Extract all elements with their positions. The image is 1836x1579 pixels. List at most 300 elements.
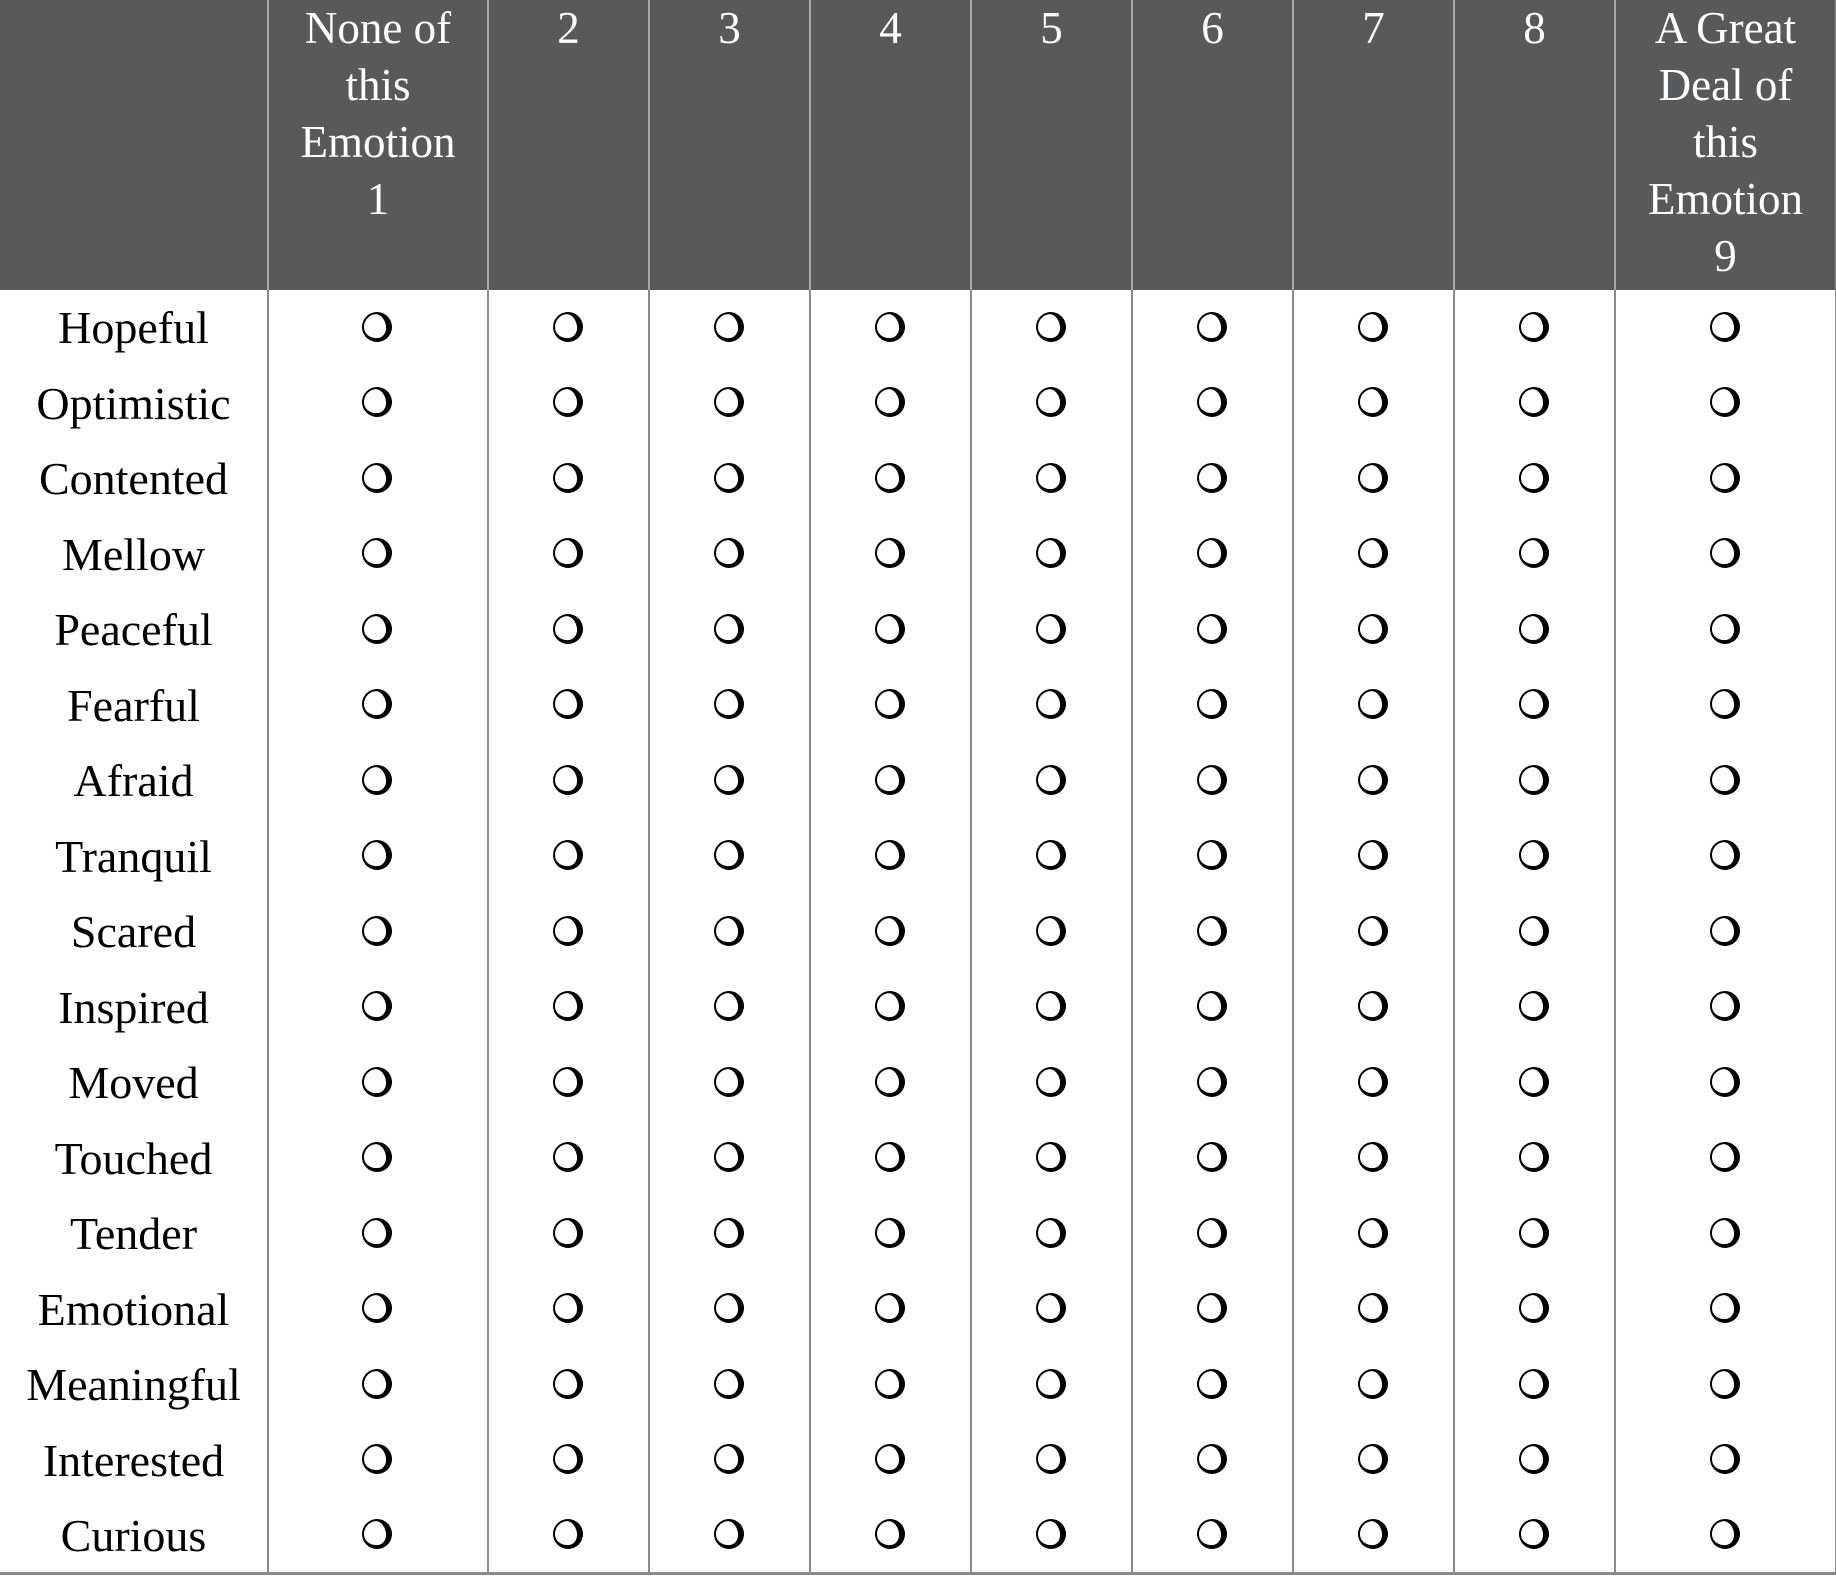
- radio-unselected-icon[interactable]: [1034, 386, 1070, 420]
- rating-cell: [1132, 1045, 1293, 1121]
- radio-unselected-icon[interactable]: [360, 1217, 396, 1251]
- column-header-line: 5: [1040, 3, 1063, 53]
- radio-unselected-icon[interactable]: [1708, 1066, 1744, 1100]
- radio-unselected-icon[interactable]: [1356, 311, 1392, 345]
- rating-cell: [1454, 1196, 1615, 1272]
- rating-cell: [488, 819, 649, 895]
- emotion-label: Fearful: [67, 679, 200, 731]
- rating-cell: [1454, 743, 1615, 819]
- radio-unselected-icon[interactable]: [873, 915, 909, 949]
- rating-cell: [488, 366, 649, 442]
- radio-unselected-icon[interactable]: [1356, 613, 1392, 647]
- radio-unselected-icon[interactable]: [1708, 537, 1744, 571]
- rating-cell: [1615, 1498, 1836, 1574]
- rating-cell: [1293, 1423, 1454, 1499]
- rating-cell: [649, 366, 810, 442]
- radio-unselected-icon[interactable]: [712, 462, 748, 496]
- emotion-label: Afraid: [73, 755, 194, 807]
- column-header-6: [1132, 0, 1293, 290]
- radio-unselected-icon[interactable]: [712, 613, 748, 647]
- radio-unselected-icon[interactable]: [1517, 1217, 1553, 1251]
- radio-unselected-icon[interactable]: [360, 990, 396, 1024]
- radio-unselected-icon[interactable]: [1356, 915, 1392, 949]
- rating-cell: [810, 819, 971, 895]
- rating-cell: [488, 970, 649, 1046]
- radio-unselected-icon[interactable]: [712, 839, 748, 873]
- radio-unselected-icon[interactable]: [1195, 1368, 1231, 1402]
- radio-unselected-icon[interactable]: [1356, 1141, 1392, 1175]
- radio-unselected-icon[interactable]: [1708, 311, 1744, 345]
- rating-cell: [1132, 1498, 1293, 1574]
- radio-unselected-icon[interactable]: [1195, 1443, 1231, 1477]
- rating-cell: [1454, 592, 1615, 668]
- radio-unselected-icon[interactable]: [360, 462, 396, 496]
- radio-unselected-icon[interactable]: [873, 1443, 909, 1477]
- table-row: [0, 1121, 1836, 1197]
- rating-cell: [1454, 1498, 1615, 1574]
- radio-unselected-icon[interactable]: [1195, 613, 1231, 647]
- radio-unselected-icon[interactable]: [1517, 688, 1553, 722]
- radio-unselected-icon[interactable]: [360, 1066, 396, 1100]
- radio-unselected-icon[interactable]: [712, 1518, 748, 1552]
- radio-unselected-icon[interactable]: [1356, 990, 1392, 1024]
- rating-cell: [1132, 970, 1293, 1046]
- radio-unselected-icon[interactable]: [712, 1368, 748, 1402]
- radio-unselected-icon[interactable]: [1517, 537, 1553, 571]
- rating-cell: [1615, 819, 1836, 895]
- rating-cell: [268, 1347, 488, 1423]
- rating-cell: [1615, 517, 1836, 593]
- rating-cell: [488, 517, 649, 593]
- rating-cell: [268, 970, 488, 1046]
- radio-unselected-icon[interactable]: [1195, 386, 1231, 420]
- radio-unselected-icon[interactable]: [1034, 462, 1070, 496]
- rating-cell: [810, 290, 971, 366]
- rating-cell: [268, 894, 488, 970]
- radio-unselected-icon[interactable]: [1517, 1292, 1553, 1326]
- rating-cell: [1132, 290, 1293, 366]
- rating-cell: [268, 1196, 488, 1272]
- radio-unselected-icon[interactable]: [360, 764, 396, 798]
- radio-unselected-icon[interactable]: [1356, 462, 1392, 496]
- emotion-label: Curious: [0, 1498, 268, 1574]
- radio-unselected-icon[interactable]: [551, 613, 587, 647]
- table-row: [0, 441, 1836, 517]
- radio-unselected-icon[interactable]: [1195, 915, 1231, 949]
- rating-cell: [488, 592, 649, 668]
- table-row: [0, 592, 1836, 668]
- rating-cell: [268, 819, 488, 895]
- radio-unselected-icon[interactable]: [712, 1066, 748, 1100]
- rating-cell: [649, 819, 810, 895]
- radio-unselected-icon[interactable]: [1034, 311, 1070, 345]
- radio-unselected-icon[interactable]: [1034, 990, 1070, 1024]
- radio-unselected-icon[interactable]: [712, 688, 748, 722]
- rating-cell: [971, 1423, 1132, 1499]
- radio-unselected-icon[interactable]: [1517, 1518, 1553, 1552]
- radio-unselected-icon[interactable]: [1034, 613, 1070, 647]
- radio-unselected-icon[interactable]: [1034, 1518, 1070, 1552]
- rating-cell: [1293, 1498, 1454, 1574]
- radio-unselected-icon[interactable]: [1517, 1443, 1553, 1477]
- rating-cell: [649, 592, 810, 668]
- radio-unselected-icon[interactable]: [360, 537, 396, 571]
- radio-unselected-icon[interactable]: [1034, 839, 1070, 873]
- rating-cell: [1454, 668, 1615, 744]
- radio-unselected-icon[interactable]: [1195, 1141, 1231, 1175]
- rating-cell: [268, 592, 488, 668]
- radio-unselected-icon[interactable]: [1708, 990, 1744, 1024]
- rating-cell: [971, 1498, 1132, 1574]
- radio-unselected-icon[interactable]: [551, 839, 587, 873]
- radio-unselected-icon[interactable]: [360, 688, 396, 722]
- column-header-5: [971, 0, 1132, 290]
- rating-cell: [971, 970, 1132, 1046]
- rating-cell: [649, 1498, 810, 1574]
- radio-unselected-icon[interactable]: [1517, 839, 1553, 873]
- radio-unselected-icon[interactable]: [1195, 537, 1231, 571]
- radio-unselected-icon[interactable]: [1195, 839, 1231, 873]
- radio-unselected-icon[interactable]: [873, 537, 909, 571]
- rating-cell: [649, 1272, 810, 1348]
- radio-unselected-icon[interactable]: [551, 311, 587, 345]
- rating-cell: [1132, 1423, 1293, 1499]
- table-row: [0, 819, 1836, 895]
- radio-unselected-icon[interactable]: [712, 311, 748, 345]
- radio-unselected-icon[interactable]: [1356, 1368, 1392, 1402]
- column-header-line: this: [1692, 117, 1759, 167]
- radio-unselected-icon[interactable]: [1195, 1217, 1231, 1251]
- radio-unselected-icon[interactable]: [1708, 688, 1744, 722]
- radio-unselected-icon[interactable]: [1034, 1292, 1070, 1326]
- radio-unselected-icon[interactable]: [1356, 1518, 1392, 1552]
- radio-unselected-icon[interactable]: [1034, 764, 1070, 798]
- rating-cell: [810, 1045, 971, 1121]
- radio-unselected-icon[interactable]: [551, 386, 587, 420]
- rating-cell: [268, 668, 488, 744]
- emotion-label: Moved: [68, 1057, 199, 1109]
- rating-cell: [1293, 290, 1454, 366]
- emotion-label: Scared: [70, 906, 197, 958]
- radio-unselected-icon[interactable]: [1708, 613, 1744, 647]
- radio-unselected-icon[interactable]: [1517, 462, 1553, 496]
- column-header-line: 2: [557, 3, 580, 53]
- rating-cell: [971, 592, 1132, 668]
- radio-unselected-icon[interactable]: [873, 764, 909, 798]
- column-header-line: 7: [1362, 3, 1385, 53]
- emotion-label: Emotional: [37, 1283, 230, 1335]
- radio-unselected-icon[interactable]: [1708, 386, 1744, 420]
- rating-cell: [649, 441, 810, 517]
- emotion-label: Tender: [69, 1208, 198, 1260]
- emotion-label: Tranquil: [55, 830, 212, 882]
- radio-unselected-icon[interactable]: [1034, 1443, 1070, 1477]
- rating-cell: [488, 1347, 649, 1423]
- radio-unselected-icon[interactable]: [873, 688, 909, 722]
- rating-cell: [1454, 517, 1615, 593]
- rating-cell: [268, 1423, 488, 1499]
- rating-cell: [1293, 1347, 1454, 1423]
- rating-cell: [649, 1347, 810, 1423]
- radio-unselected-icon[interactable]: [1517, 1066, 1553, 1100]
- radio-unselected-icon[interactable]: [1356, 688, 1392, 722]
- radio-unselected-icon[interactable]: [1034, 915, 1070, 949]
- radio-unselected-icon[interactable]: [712, 1443, 748, 1477]
- radio-unselected-icon[interactable]: [1517, 613, 1553, 647]
- radio-unselected-icon[interactable]: [551, 688, 587, 722]
- rating-cell: [268, 1121, 488, 1197]
- radio-unselected-icon[interactable]: [1708, 839, 1744, 873]
- rating-cell: [810, 517, 971, 593]
- table-row: [0, 1196, 1836, 1272]
- rating-cell: [1454, 366, 1615, 442]
- rating-cell: [810, 441, 971, 517]
- radio-unselected-icon[interactable]: [360, 1368, 396, 1402]
- radio-unselected-icon[interactable]: [1708, 1141, 1744, 1175]
- radio-unselected-icon[interactable]: [712, 764, 748, 798]
- rating-cell: [810, 894, 971, 970]
- radio-unselected-icon[interactable]: [1708, 1217, 1744, 1251]
- column-header-line: 1: [366, 174, 390, 224]
- rating-cell: [1615, 1045, 1836, 1121]
- radio-unselected-icon[interactable]: [873, 1217, 909, 1251]
- radio-unselected-icon[interactable]: [1195, 311, 1231, 345]
- column-header-line: 9: [1714, 231, 1737, 281]
- column-header-line: 3: [718, 3, 741, 53]
- rating-cell: [1615, 1347, 1836, 1423]
- radio-unselected-icon[interactable]: [873, 1141, 909, 1175]
- rating-cell: [649, 894, 810, 970]
- radio-unselected-icon[interactable]: [360, 1292, 396, 1326]
- rating-cell: [1132, 517, 1293, 593]
- emotion-label: Contented: [38, 453, 229, 505]
- radio-unselected-icon[interactable]: [1517, 915, 1553, 949]
- table-row: [0, 1423, 1836, 1499]
- radio-unselected-icon[interactable]: [1195, 1292, 1231, 1326]
- rating-cell: [1293, 1045, 1454, 1121]
- rating-cell: [1615, 1423, 1836, 1499]
- rating-cell: [810, 743, 971, 819]
- radio-unselected-icon[interactable]: [1708, 462, 1744, 496]
- table-row: [0, 290, 1836, 366]
- rating-cell: [649, 668, 810, 744]
- rating-cell: [488, 290, 649, 366]
- table-row: [0, 894, 1836, 970]
- rating-cell: [810, 1423, 971, 1499]
- radio-unselected-icon[interactable]: [712, 990, 748, 1024]
- radio-unselected-icon[interactable]: [1708, 1368, 1744, 1402]
- rating-cell: [1615, 668, 1836, 744]
- radio-unselected-icon[interactable]: [1356, 1292, 1392, 1326]
- radio-unselected-icon[interactable]: [1517, 311, 1553, 345]
- radio-unselected-icon[interactable]: [1708, 764, 1744, 798]
- radio-unselected-icon[interactable]: [1195, 1518, 1231, 1552]
- radio-unselected-icon[interactable]: [1034, 1368, 1070, 1402]
- rating-cell: [971, 819, 1132, 895]
- rating-cell: [1293, 1272, 1454, 1348]
- radio-unselected-icon[interactable]: [873, 1368, 909, 1402]
- rating-cell: [488, 1423, 649, 1499]
- radio-unselected-icon[interactable]: [1356, 1443, 1392, 1477]
- rating-cell: [1132, 743, 1293, 819]
- radio-unselected-icon[interactable]: [873, 1066, 909, 1100]
- radio-unselected-icon[interactable]: [1034, 537, 1070, 571]
- column-header-line: 6: [1201, 3, 1224, 53]
- radio-unselected-icon[interactable]: [551, 1518, 587, 1552]
- column-header-9: [1615, 0, 1836, 290]
- radio-unselected-icon[interactable]: [1356, 839, 1392, 873]
- radio-unselected-icon[interactable]: [873, 386, 909, 420]
- radio-unselected-icon[interactable]: [551, 990, 587, 1024]
- radio-unselected-icon[interactable]: [1517, 1368, 1553, 1402]
- radio-unselected-icon[interactable]: [551, 764, 587, 798]
- radio-unselected-icon[interactable]: [1708, 1292, 1744, 1326]
- rating-cell: [488, 441, 649, 517]
- table-row: [0, 1498, 1836, 1574]
- radio-unselected-icon[interactable]: [551, 1292, 587, 1326]
- column-header-line: this: [345, 60, 411, 110]
- rating-cell: [488, 1498, 649, 1574]
- rating-cell: [1132, 1121, 1293, 1197]
- rating-cell: [1132, 819, 1293, 895]
- radio-unselected-icon[interactable]: [712, 915, 748, 949]
- radio-unselected-icon[interactable]: [1034, 1066, 1070, 1100]
- rating-cell: [1615, 970, 1836, 1046]
- radio-unselected-icon[interactable]: [1195, 688, 1231, 722]
- emotion-label: Touched: [54, 1132, 213, 1184]
- rating-cell: [1132, 894, 1293, 970]
- radio-unselected-icon[interactable]: [1356, 1217, 1392, 1251]
- radio-unselected-icon[interactable]: [873, 990, 909, 1024]
- radio-unselected-icon[interactable]: [1517, 386, 1553, 420]
- radio-unselected-icon[interactable]: [360, 613, 396, 647]
- column-header-4: [810, 0, 971, 290]
- emotion-label: Interested: [42, 1434, 225, 1486]
- radio-unselected-icon[interactable]: [1195, 462, 1231, 496]
- header-row: [0, 0, 1836, 290]
- radio-unselected-icon[interactable]: [551, 915, 587, 949]
- rating-cell: [810, 1272, 971, 1348]
- rating-cell: [1132, 1196, 1293, 1272]
- radio-unselected-icon[interactable]: [1517, 1141, 1553, 1175]
- radio-unselected-icon[interactable]: [1356, 1066, 1392, 1100]
- rating-cell: [1454, 1272, 1615, 1348]
- radio-unselected-icon[interactable]: [873, 613, 909, 647]
- rating-cell: [488, 1121, 649, 1197]
- rating-cell: [1454, 1347, 1615, 1423]
- radio-unselected-icon[interactable]: [1034, 1141, 1070, 1175]
- radio-unselected-icon[interactable]: [712, 386, 748, 420]
- radio-unselected-icon[interactable]: [712, 1217, 748, 1251]
- radio-unselected-icon[interactable]: [1708, 1443, 1744, 1477]
- rating-cell: [971, 441, 1132, 517]
- column-header-3: [649, 0, 810, 290]
- column-header-line: Emotion: [300, 117, 456, 167]
- emotion-label: Meaningful: [26, 1359, 241, 1411]
- radio-unselected-icon[interactable]: [551, 537, 587, 571]
- rating-cell: [649, 517, 810, 593]
- rating-cell: [268, 1045, 488, 1121]
- rating-cell: [1615, 743, 1836, 819]
- radio-unselected-icon[interactable]: [873, 311, 909, 345]
- radio-unselected-icon[interactable]: [712, 1141, 748, 1175]
- rating-cell: [268, 290, 488, 366]
- radio-unselected-icon[interactable]: [873, 462, 909, 496]
- rating-cell: [488, 1196, 649, 1272]
- rating-cell: [810, 1347, 971, 1423]
- radio-unselected-icon[interactable]: [360, 1141, 396, 1175]
- radio-unselected-icon[interactable]: [360, 1443, 396, 1477]
- rating-cell: [268, 517, 488, 593]
- table-row: [0, 668, 1836, 744]
- rating-cell: [971, 366, 1132, 442]
- rating-cell: [268, 1272, 488, 1348]
- rating-cell: [1132, 441, 1293, 517]
- radio-unselected-icon[interactable]: [360, 386, 396, 420]
- column-header-7: [1293, 0, 1454, 290]
- emotion-label: Optimistic: [36, 377, 231, 429]
- radio-unselected-icon[interactable]: [551, 1141, 587, 1175]
- table-row: [0, 970, 1836, 1046]
- rating-cell: [1293, 441, 1454, 517]
- radio-unselected-icon[interactable]: [1356, 537, 1392, 571]
- column-header-line: Deal of: [1658, 60, 1793, 110]
- radio-unselected-icon[interactable]: [551, 1217, 587, 1251]
- radio-unselected-icon[interactable]: [1517, 990, 1553, 1024]
- rating-cell: [1293, 517, 1454, 593]
- rating-cell: [488, 1045, 649, 1121]
- radio-unselected-icon[interactable]: [1356, 764, 1392, 798]
- radio-unselected-icon[interactable]: [712, 1292, 748, 1326]
- radio-unselected-icon[interactable]: [551, 1443, 587, 1477]
- rating-cell: [971, 290, 1132, 366]
- radio-unselected-icon[interactable]: [360, 311, 396, 345]
- rating-cell: [649, 290, 810, 366]
- radio-unselected-icon[interactable]: [360, 1518, 396, 1552]
- column-header-line: Emotion: [1648, 174, 1803, 224]
- rating-cell: [649, 743, 810, 819]
- rating-cell: [268, 1498, 488, 1574]
- radio-unselected-icon[interactable]: [1195, 1066, 1231, 1100]
- radio-unselected-icon[interactable]: [1708, 915, 1744, 949]
- radio-unselected-icon[interactable]: [1195, 764, 1231, 798]
- rating-cell: [971, 1196, 1132, 1272]
- radio-unselected-icon[interactable]: [551, 1368, 587, 1402]
- radio-unselected-icon[interactable]: [1034, 1217, 1070, 1251]
- radio-unselected-icon[interactable]: [360, 839, 396, 873]
- radio-unselected-icon[interactable]: [873, 839, 909, 873]
- rating-cell: [1132, 592, 1293, 668]
- emotion-label: Peaceful: [54, 604, 213, 656]
- radio-unselected-icon[interactable]: [551, 1066, 587, 1100]
- radio-unselected-icon[interactable]: [873, 1518, 909, 1552]
- radio-unselected-icon[interactable]: [1195, 990, 1231, 1024]
- rating-cell: [971, 1045, 1132, 1121]
- column-header-line: None of: [304, 3, 452, 53]
- radio-unselected-icon[interactable]: [1034, 688, 1070, 722]
- rating-cell: [971, 894, 1132, 970]
- radio-unselected-icon[interactable]: [1708, 1518, 1744, 1552]
- radio-unselected-icon[interactable]: [551, 462, 587, 496]
- rating-cell: [1454, 1121, 1615, 1197]
- radio-unselected-icon[interactable]: [1517, 764, 1553, 798]
- radio-unselected-icon[interactable]: [712, 537, 748, 571]
- radio-unselected-icon[interactable]: [1356, 386, 1392, 420]
- table-body: [0, 290, 1836, 1574]
- radio-unselected-icon[interactable]: [360, 915, 396, 949]
- rating-cell: [1454, 819, 1615, 895]
- radio-unselected-icon[interactable]: [873, 1292, 909, 1326]
